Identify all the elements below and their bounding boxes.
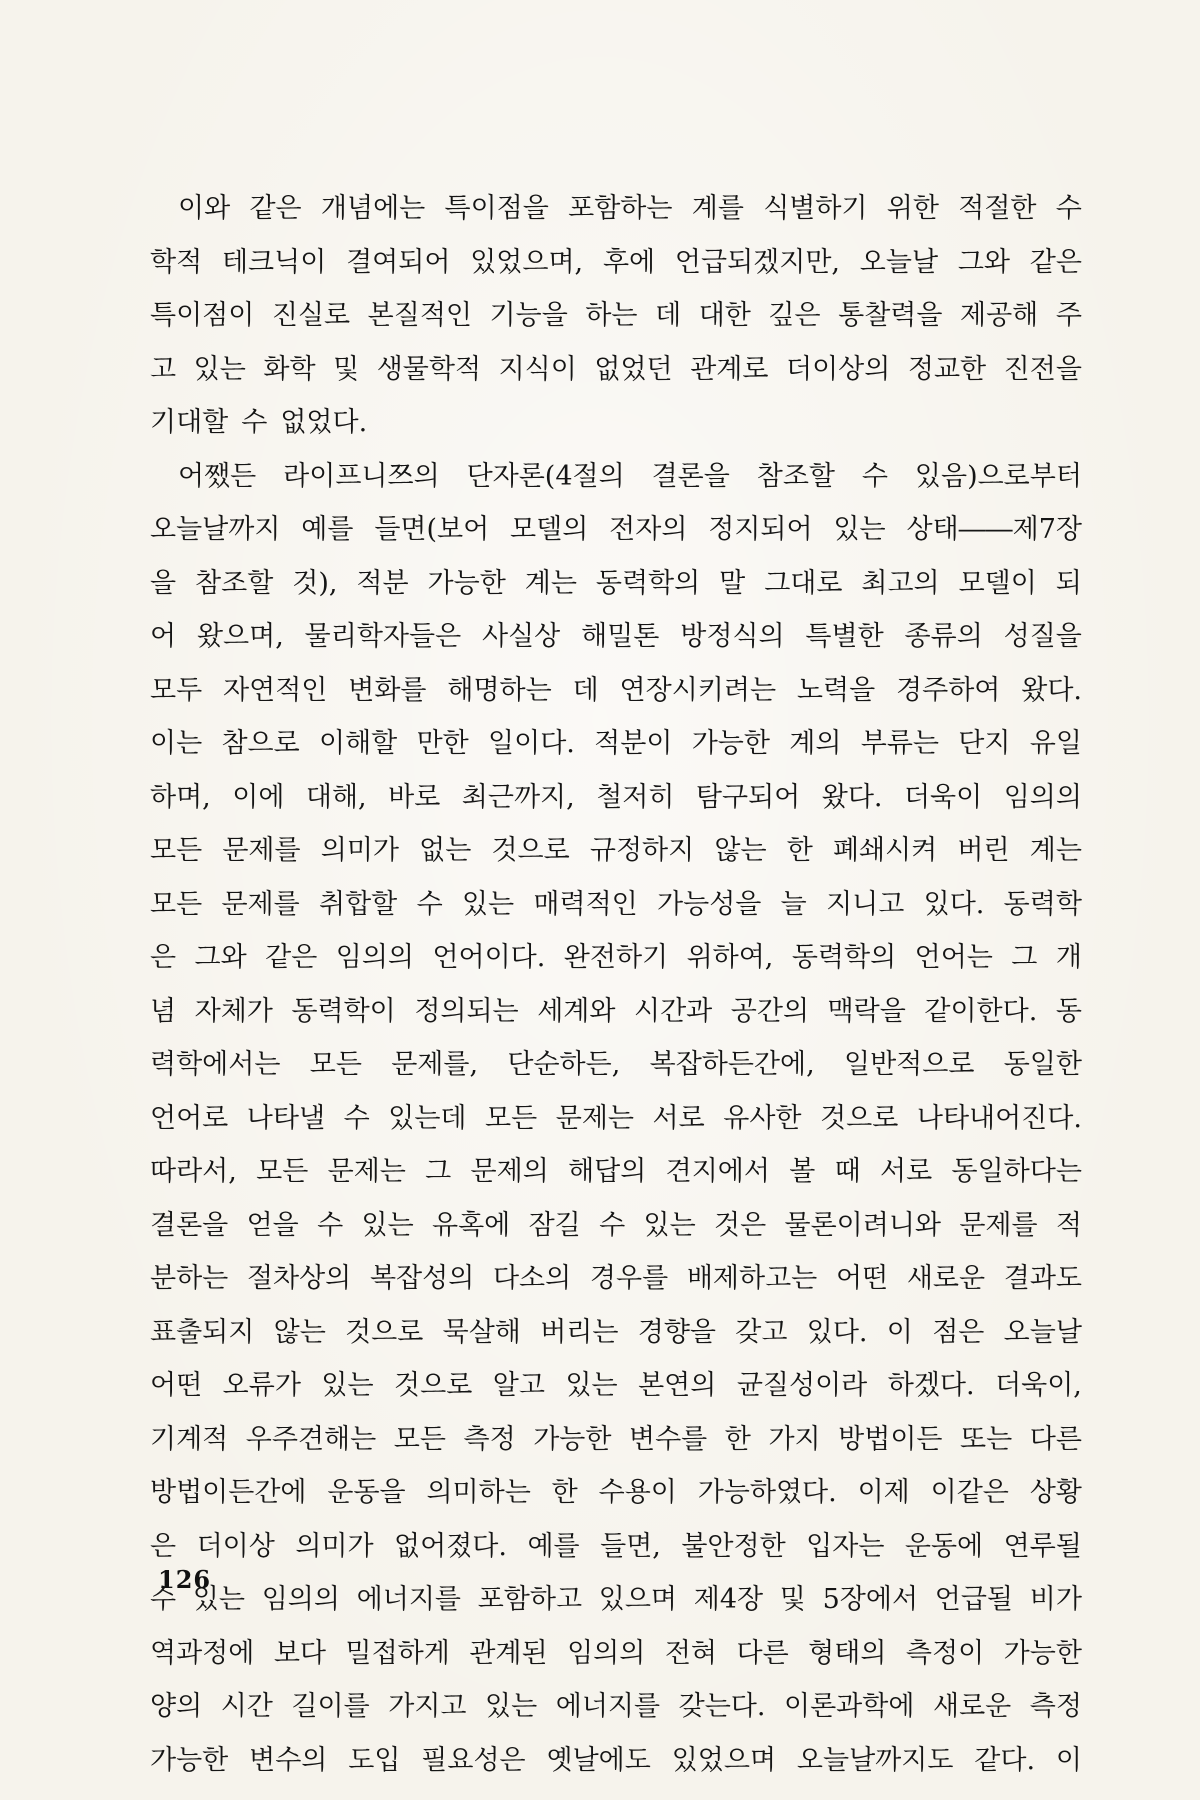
text-line: 기대할 수 없었다. — [150, 407, 368, 438]
text-line: 특이점이 진실로 본질적인 기능을 하는 데 대한 깊은 통찰력을 제공해 주 — [150, 300, 1082, 331]
text-line: 하며, 이에 대해, 바로 최근까지, 철저히 탐구되어 왔다. 더욱이 임의의 — [150, 781, 1082, 813]
text-line: 수 있는 임의의 에너지를 포함하고 있으며 제4장 및 5장에서 언급될 비가 — [150, 1584, 1082, 1615]
text-line: 모든 문제를 의미가 없는 것으로 규정하지 않는 한 폐쇄시켜 버린 계는 — [150, 835, 1082, 866]
body-text — [150, 182, 1082, 1787]
text-line: 학적 테크닉이 결여되어 있었으며, 후에 언급되겠지만, 오늘날 그와 같은 — [150, 246, 1082, 278]
text-line: 고 있는 화학 및 생물학적 지식이 없었던 관계로 더이상의 정교한 진전을 — [150, 353, 1082, 385]
text-line: 어떤 오류가 있는 것으로 알고 있는 본연의 균질성이라 하겠다. 더욱이, — [150, 1370, 1082, 1401]
text-line: 양의 시간 길이를 가지고 있는 에너지를 갖는다. 이론과학에 새로운 측정 — [150, 1691, 1082, 1722]
text-line: 어 왔으며, 물리학자들은 사실상 해밀톤 방정식의 특별한 종류의 성질을 — [150, 621, 1082, 652]
text-line: 오늘날까지 예를 들면(보어 모델의 전자의 정지되어 있는 상태――제7장 — [150, 514, 1082, 545]
text-line: 이와 같은 개념에는 특이점을 포함하는 계를 식별하기 위한 적절한 수 — [178, 193, 1082, 224]
text-line: 역과정에 보다 밀접하게 관계된 임의의 전혀 다른 형태의 측정이 가능한 — [150, 1637, 1082, 1669]
text-line: 결론을 얻을 수 있는 유혹에 잠길 수 있는 것은 물론이려니와 문제를 적 — [150, 1209, 1082, 1241]
text-line: 모든 문제를 취합할 수 있는 매력적인 가능성을 늘 지니고 있다. 동력학 — [150, 888, 1082, 920]
text-line: 을 참조할 것), 적분 가능한 계는 동력학의 말 그대로 최고의 모델이 되 — [150, 567, 1082, 599]
text-line: 념 자체가 동력학이 정의되는 세계와 시간과 공간의 맥락을 같이한다. 동 — [150, 995, 1082, 1027]
page-number: 126 — [158, 1565, 212, 1594]
text-line: 기계적 우주견해는 모든 측정 가능한 변수를 한 가지 방법이든 또는 다른 — [150, 1423, 1082, 1455]
text-line: 모두 자연적인 변화를 해명하는 데 연장시키려는 노력을 경주하여 왔다. — [150, 674, 1082, 706]
text-line: 방법이든간에 운동을 의미하는 한 수용이 가능하였다. 이제 이같은 상황 — [150, 1477, 1082, 1508]
text-line: 은 그와 같은 임의의 언어이다. 완전하기 위하여, 동력학의 언어는 그 개 — [150, 942, 1082, 973]
text-line: 분하는 절차상의 복잡성의 다소의 경우를 배제하고는 어떤 새로운 결과도 — [150, 1263, 1082, 1294]
text-line: 어쨌든 라이프니쯔의 단자론(4절의 결론을 참조할 수 있음)으로부터 — [178, 460, 1082, 492]
text-line: 따라서, 모든 문제는 그 문제의 해답의 견지에서 볼 때 서로 동일하다는 — [150, 1156, 1082, 1187]
text-line: 가능한 변수의 도입 필요성은 옛날에도 있었으며 오늘날까지도 같다. 이 — [150, 1744, 1082, 1776]
text-line: 언어로 나타낼 수 있는데 모든 문제는 서로 유사한 것으로 나타내어진다. — [150, 1102, 1082, 1134]
text-line: 력학에서는 모든 문제를, 단순하든, 복잡하든간에, 일반적으로 동일한 — [150, 1049, 1082, 1080]
text-line: 은 더이상 의미가 없어졌다. 예를 들면, 불안정한 입자는 운동에 연루될 — [150, 1530, 1082, 1562]
text-line: 이는 참으로 이해할 만한 일이다. 적분이 가능한 계의 부류는 단지 유일 — [150, 728, 1082, 759]
text-line: 표출되지 않는 것으로 묵살해 버리는 경향을 갖고 있다. 이 점은 오늘날 — [150, 1316, 1082, 1348]
